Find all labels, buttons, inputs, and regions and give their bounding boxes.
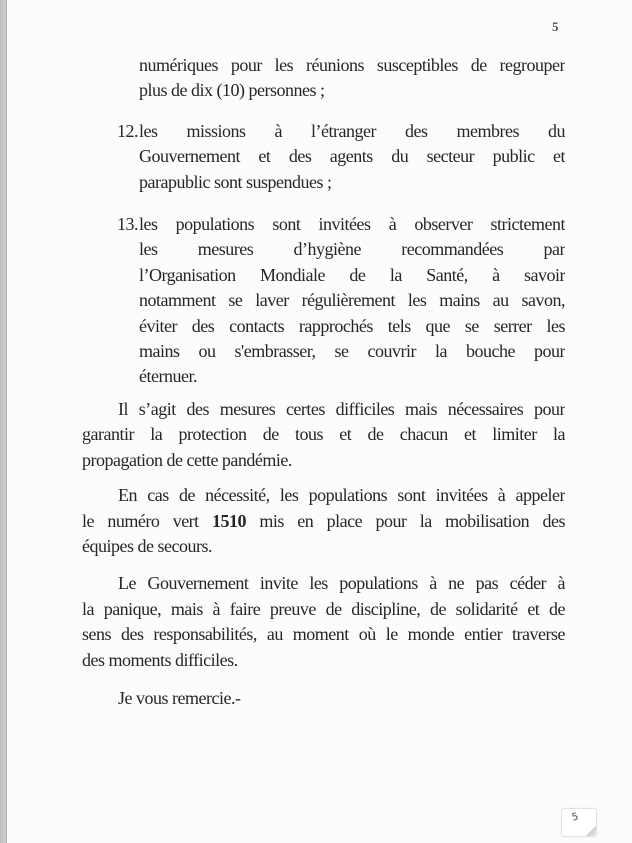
text-line [82, 509, 565, 534]
note-glyph: 5 [570, 811, 580, 824]
page-number: 5 [552, 19, 559, 34]
text-line: les missions à l’étranger des membres du [139, 120, 565, 141]
text-line: les populations sont invitées à observer strictement [139, 214, 565, 235]
text-line: équipes de secours. [82, 535, 212, 556]
list-item-12 [117, 119, 565, 195]
page-curl-note[interactable] [561, 808, 597, 837]
hotline-number: 1510 [212, 510, 247, 531]
text-line: l’Organisation Mondiale de la Santé, à savoir [139, 264, 565, 285]
text-segment: le numéro vert [82, 510, 213, 531]
list-item-13 [117, 212, 565, 390]
text-line: En cas de nécessité, les populations sont invitées à appeler [118, 485, 565, 506]
text-line: Je vous remercie.- [118, 687, 241, 708]
paragraph-measures [82, 397, 565, 473]
text-line: les mesures d’hygiène recommandées par [139, 239, 565, 260]
text-line: Le Gouvernement invite les populations à ne pas céder à [118, 573, 565, 594]
paragraph-appeal [82, 571, 565, 673]
text-line: mains ou s'embrasser, se couvrir la bouche pour [139, 341, 565, 362]
text-line: numériques pour les réunions susceptibles de regrouper [139, 55, 565, 75]
closing-line [82, 686, 565, 711]
list-item-text [139, 212, 565, 390]
list-item-continuation [139, 53, 565, 104]
text-line: Gouvernement et des agents du secteur public et [139, 146, 565, 167]
text-line: éternuer. [139, 366, 197, 387]
text-segment: mis en place pour la mobilisation des [246, 510, 565, 531]
text-line: parapublic sont suspendues ; [139, 171, 332, 192]
text-line: plus de dix (10) personnes ; [139, 80, 325, 101]
text-line: Il s’agit des mesures certes difficiles mais nécessaires pour [118, 398, 565, 419]
text-line: notamment se laver régulièrement les mains au savon, [139, 290, 565, 311]
text-line: garantir la protection de tous et de chacun et limiter la [82, 424, 565, 445]
text-line: sens des responsabilités, au moment où le monde entier traverse [82, 624, 565, 645]
text-line: propagation de cette pandémie. [82, 449, 292, 470]
document-body [82, 53, 565, 711]
text-line: des moments difficiles. [82, 649, 238, 670]
list-number: 13. [117, 214, 138, 235]
list-number: 12. [117, 120, 138, 141]
list-item-text [139, 119, 565, 195]
scan-edge-strip [0, 0, 7, 843]
text-line: la panique, mais à faire preuve de discipline, de solidarité et de [82, 598, 565, 619]
paragraph-hotline [82, 483, 565, 559]
text-line: éviter des contacts rapprochés tels que se serrer les [139, 315, 565, 336]
folded-corner-icon [586, 826, 596, 836]
